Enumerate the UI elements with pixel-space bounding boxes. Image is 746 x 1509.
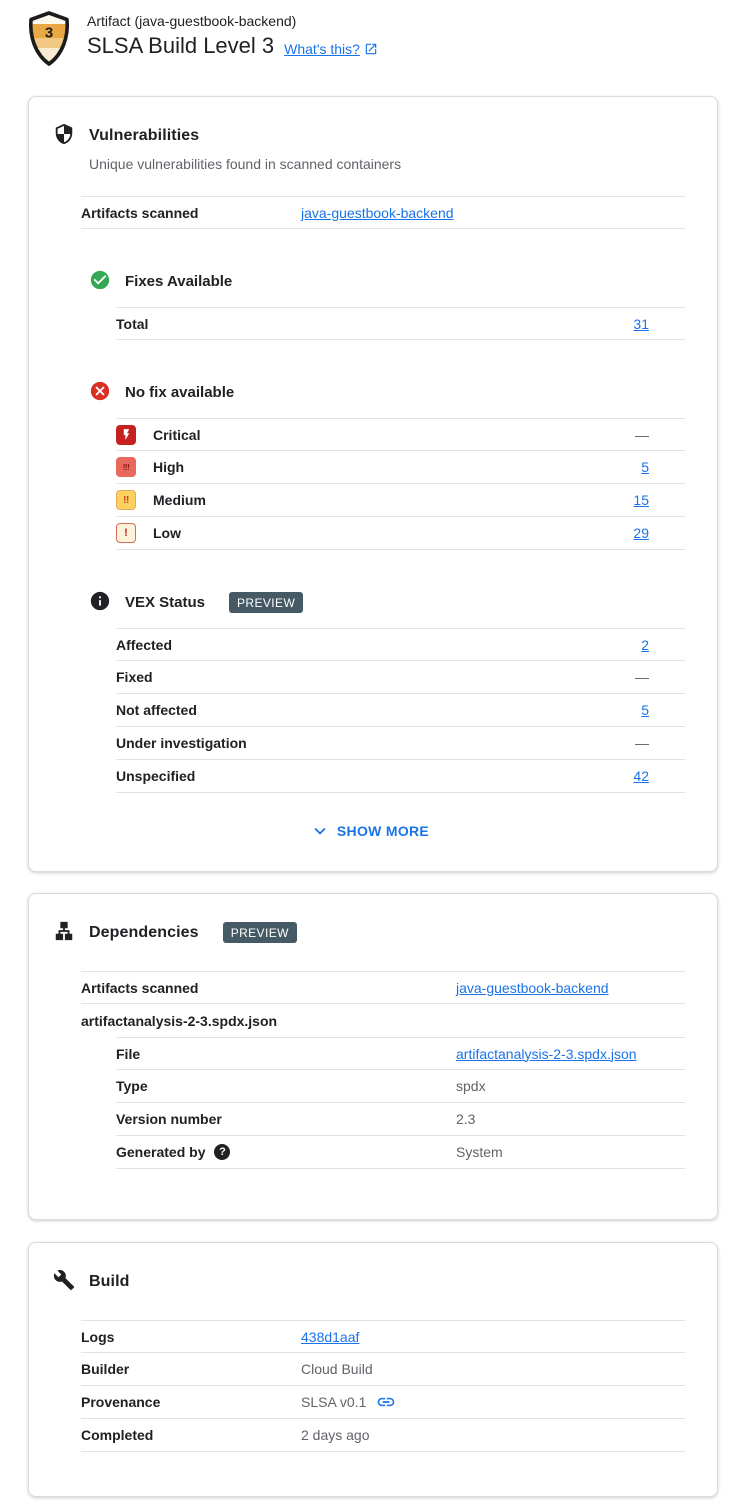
vex-not-affected-label: Not affected — [116, 702, 197, 718]
slsa-level-badge-icon — [22, 10, 76, 71]
open-in-new-icon — [364, 42, 378, 56]
info-circle-icon — [89, 590, 111, 615]
sbom-file-row — [116, 1037, 685, 1070]
severity-high-label: High — [153, 459, 185, 475]
artifacts-scanned-link[interactable]: java-guestbook-backend — [301, 204, 454, 221]
page-bottom-spacer — [0, 1497, 746, 1509]
severity-low-icon: ! — [116, 523, 136, 543]
dep-artifacts-scanned-link[interactable]: java-guestbook-backend — [456, 979, 609, 996]
severity-row-critical — [116, 418, 685, 451]
sbom-generated-by-label: Generated by — [116, 1144, 206, 1160]
vex-under-investigation-value: — — [635, 735, 649, 751]
build-completed-label: Completed — [81, 1427, 154, 1443]
dep-artifacts-scanned-label: Artifacts scanned — [81, 979, 199, 996]
vex-preview-badge: PREVIEW — [229, 592, 303, 613]
vex-unspecified-label: Unspecified — [116, 768, 196, 784]
svg-text:3: 3 — [44, 24, 54, 42]
severity-high-count-link[interactable]: 5 — [641, 459, 649, 475]
sbom-type-label: Type — [116, 1078, 148, 1094]
artifacts-scanned-row — [81, 196, 685, 229]
dependencies-title: Dependencies — [89, 923, 199, 941]
check-circle-icon — [89, 269, 111, 294]
sbom-generated-by-value: System — [456, 1144, 503, 1160]
sbom-group-label: artifactanalysis-2-3.spdx.json — [81, 1012, 278, 1029]
vex-row-unspecified — [116, 760, 685, 793]
wrench-icon — [53, 1269, 75, 1294]
vex-affected-count-link[interactable]: 2 — [641, 636, 649, 653]
sbom-file-label: File — [116, 1045, 141, 1062]
fixes-available-section — [81, 269, 685, 340]
sbom-type-value: spdx — [456, 1078, 486, 1094]
dep-artifacts-scanned-row — [81, 971, 685, 1004]
total-label: Total — [116, 315, 149, 332]
sbom-version-row — [116, 1103, 685, 1136]
sbom-generated-by-row — [116, 1136, 685, 1169]
build-logs-row — [81, 1320, 685, 1353]
severity-medium-icon: !! — [116, 490, 136, 510]
build-builder-value: Cloud Build — [301, 1361, 373, 1377]
build-card — [28, 1242, 718, 1497]
vulnerabilities-title: Vulnerabilities — [89, 126, 200, 144]
chevron-down-icon — [309, 820, 331, 842]
artifacts-scanned-label: Artifacts scanned — [81, 204, 199, 221]
no-fix-title: No fix available — [125, 384, 235, 401]
severity-low-count-link[interactable]: 29 — [633, 525, 649, 541]
security-shield-icon — [53, 123, 75, 148]
total-row — [116, 307, 685, 340]
help-icon[interactable]: ? — [214, 1144, 230, 1160]
no-fix-section — [81, 380, 685, 550]
severity-low-label: Low — [153, 525, 181, 541]
build-builder-label: Builder — [81, 1361, 130, 1377]
build-builder-row — [81, 1353, 685, 1386]
show-more-button[interactable]: SHOW MORE — [53, 817, 685, 845]
dependencies-preview-badge: PREVIEW — [223, 922, 297, 943]
vex-unspecified-count-link[interactable]: 42 — [633, 768, 649, 784]
build-title: Build — [89, 1272, 130, 1290]
vulnerabilities-card — [28, 96, 718, 872]
sbom-version-value: 2.3 — [456, 1111, 476, 1127]
vex-status-title: VEX Status — [125, 594, 206, 611]
build-provenance-row — [81, 1386, 685, 1419]
page-title: SLSA Build Level 3 — [87, 33, 275, 58]
vex-fixed-value: — — [635, 669, 649, 685]
vex-affected-label: Affected — [116, 636, 173, 653]
build-provenance-label: Provenance — [81, 1394, 161, 1410]
page-header — [0, 0, 746, 71]
severity-critical-label: Critical — [153, 426, 201, 443]
severity-row-low — [116, 517, 685, 550]
cancel-circle-icon — [89, 380, 111, 405]
sbom-file-link[interactable]: artifactanalysis-2-3.spdx.json — [456, 1045, 637, 1062]
severity-medium-label: Medium — [153, 492, 206, 508]
build-logs-link[interactable]: 438d1aaf — [301, 1328, 360, 1345]
build-completed-row — [81, 1419, 685, 1452]
dependency-tree-icon — [53, 920, 75, 945]
build-completed-value: 2 days ago — [301, 1427, 370, 1443]
total-count-link[interactable]: 31 — [633, 315, 649, 332]
severity-row-high — [116, 451, 685, 484]
provenance-link-icon[interactable] — [376, 1392, 396, 1412]
vex-status-section — [81, 590, 685, 793]
severity-high-icon: !!! — [116, 457, 136, 477]
vex-row-under-investigation — [116, 727, 685, 760]
build-provenance-value: SLSA v0.1 — [301, 1394, 367, 1410]
severity-row-medium — [116, 484, 685, 517]
vex-row-fixed — [116, 661, 685, 694]
sbom-type-row — [116, 1070, 685, 1103]
severity-medium-count-link[interactable]: 15 — [633, 492, 649, 508]
severity-critical-icon — [116, 425, 136, 445]
sbom-version-label: Version number — [116, 1111, 222, 1127]
header-text-block — [87, 10, 378, 59]
severity-critical-value: — — [635, 426, 649, 443]
sbom-group-row — [81, 1004, 685, 1037]
vulnerabilities-subtitle: Unique vulnerabilities found in scanned containers — [89, 156, 402, 172]
vex-not-affected-count-link[interactable]: 5 — [641, 702, 649, 718]
vex-under-investigation-label: Under investigation — [116, 735, 247, 751]
fixes-available-title: Fixes Available — [125, 273, 233, 290]
vex-fixed-label: Fixed — [116, 669, 153, 685]
vex-row-affected — [116, 628, 685, 661]
artifact-name-eyebrow: Artifact (java-guestbook-backend) — [87, 13, 297, 29]
build-logs-label: Logs — [81, 1328, 115, 1345]
whats-this-link[interactable]: What's this? — [284, 41, 378, 59]
dependencies-card — [28, 893, 718, 1220]
vex-row-not-affected — [116, 694, 685, 727]
